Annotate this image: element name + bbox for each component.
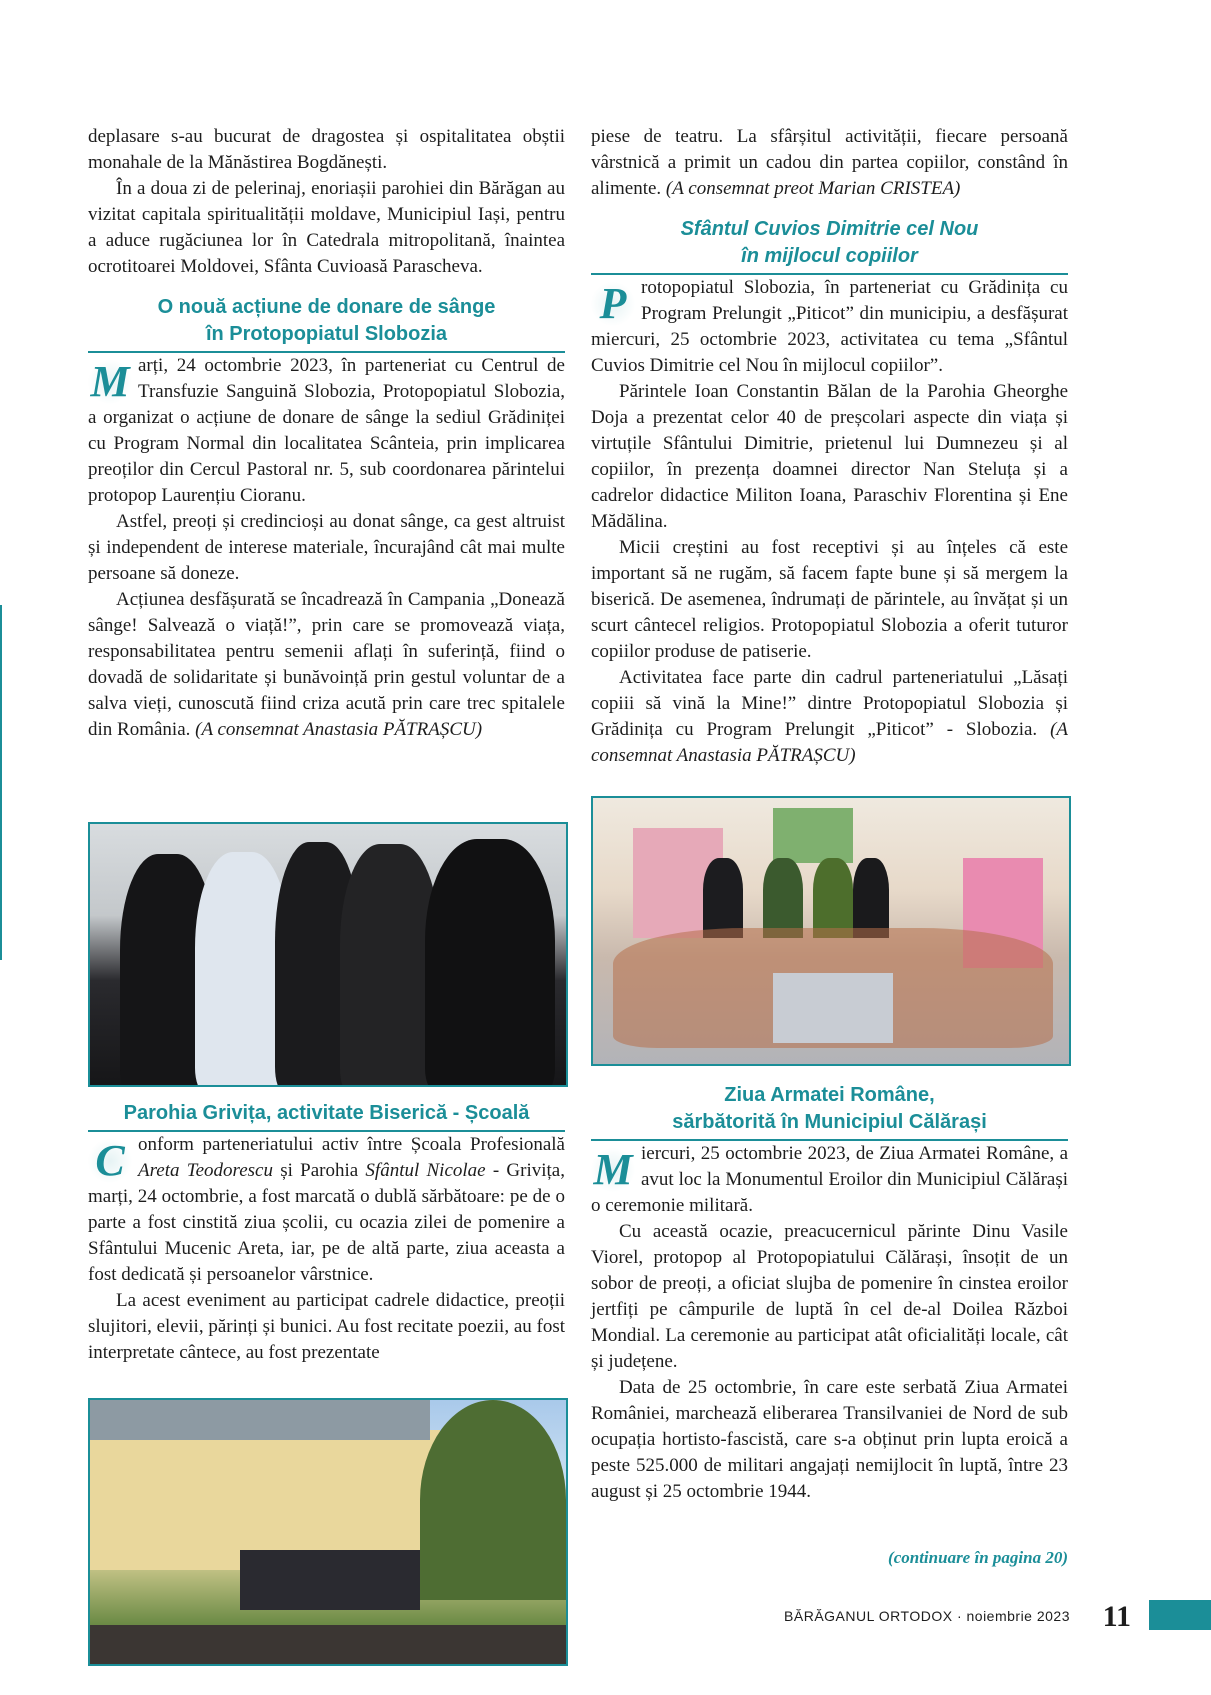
page-tab-accent (1149, 1600, 1211, 1630)
side-accent-bar (0, 605, 2, 960)
article-armata-first-paragraph (591, 1141, 1068, 1219)
right-column-lower (591, 1082, 1068, 1505)
dropcap-letter: M (88, 359, 132, 405)
page-number: 11 (1102, 1600, 1131, 1633)
article-dimitrie-heading-line2: în mijlocul copiilor (741, 245, 918, 267)
photo-figure (425, 839, 555, 1087)
intro-paragraph-2: În a doua zi de pelerinaj, enoriașii parohiei din Bărăgan au vizitat capitala spiritualității moldave, Municipiul Iași, pentru a aduce rugăciunea lor în Catedrala mitropolitană, înaintea ocrotitoarei Moldovei, Sfânta Cuvioasă Parascheva. (88, 178, 565, 277)
left-column-lower (88, 1100, 565, 1366)
dropcap-letter: M (591, 1147, 635, 1193)
photo-figure (703, 858, 743, 938)
photo-tree (420, 1400, 566, 1600)
photo-figure (853, 858, 889, 938)
photo-figure (763, 858, 803, 938)
publication-name: BĂRĂGANUL ORTODOX · noiembrie 2023 (784, 1608, 1070, 1624)
article-grivita-text-c: și Parohia (272, 1160, 366, 1181)
article-grivita-paragraph-2: La acest eveniment au participat cadrele didactice, preoții slujitori, elevii, părinți și bunici. Au fost recitate poezii, au fost interpretate cântece, au fost prezentate (88, 1290, 566, 1363)
article-grivita-text-e: - Grivița, marți, 24 octombrie, a fost marcată o dublă sărbătoare: pe de o parte a fost cinstită ziua școlii, cu ocazia zilei de pomenire a Sfântului Mucenic Areta, iar, pe de altă parte, ziua aceasta a fost dedicată și persoanelor vârstnice. (88, 1160, 565, 1285)
continuation-paragraph (591, 124, 1068, 202)
article-dimitrie-text-4: Activitatea face parte din cadrul parteneriatului „Lăsați copiii să vină la Mine!” dintre Protopopiatul Slobozia și Grădinița cu Program Prelungit „Piticot” - Slobozia. (591, 667, 1068, 740)
article-dimitrie-paragraph-3: Micii creștini au fost receptivi și au înțeles că este important să ne rugăm, să facem fapte bune și să mergem la biserică. De asemenea, îndrumați de părintele, au învățat și un scurt cântecel religios. Protopopiatul Slobozia a oferit tuturor copiilor produse de patiserie. (591, 537, 1068, 662)
article-armata-text-1: iercuri, 25 octombrie 2023, de Ziua Armatei Române, a avut loc la Monumentul Eroilor din Municipiul Călărași o ceremonie militară. (591, 1143, 1068, 1216)
article-armata-heading (591, 1082, 1068, 1141)
article-blood-first-paragraph (88, 353, 565, 509)
intro-paragraph-1: deplasare s-au bucurat de dragostea și ospitalitatea obștii monahale de la Mănăstirea Bogdănești. (88, 126, 565, 173)
continuation-text: piese de teatru. La sfârșitul activității, fiecare persoană vârstnică a primit un cadou din partea copiilor, constând în alimente. (591, 126, 1068, 199)
article-dimitrie-first-paragraph (591, 275, 1068, 379)
article-dimitrie-heading-line1: Sfântul Cuvios Dimitrie cel Nou (680, 218, 979, 240)
article-grivita-heading: Parohia Grivița, activitate Biserică - Școală (88, 1100, 565, 1132)
school-name: Areta Teodorescu (138, 1160, 273, 1181)
article-dimitrie-heading (591, 216, 1068, 275)
article-armata-heading-line2: sărbătorită în Municipiul Călărași (672, 1111, 987, 1133)
article-blood-text-3: Acțiunea desfășurată se încadrează în Campania „Donează sânge! Salvează o viață!”, prin care se promovează viața, responsabilitatea pentru semenii aflați în suferință, fiind o dovadă de solidaritate și bunăvoință prin gestul voluntar de a salva vieți, cunoscută fiind criza acută prin care trec spitalele din România. (88, 589, 565, 740)
article-armata-paragraph-3: Data de 25 octombrie, în care este serbată Ziua Armatei României, marchează eliberarea Transilvaniei de Nord de sub ocupația hortisto-fascistă, care s-a obținut prin lupta eroică a peste 525.000 de militari angajați nemijlocit în luptă, între 23 august și 25 octombrie 1944. (591, 1377, 1068, 1502)
continuation-credit: (A consemnat preot Marian CRISTEA) (665, 178, 961, 199)
continued-note: (continuare în pagina 20) (888, 1548, 1068, 1567)
article-grivita-first-paragraph (88, 1132, 565, 1288)
photo-rug (773, 973, 893, 1043)
parish-name: Sfântul Nicolae (365, 1160, 486, 1181)
page-footer (0, 1598, 1211, 1638)
article-armata-paragraph-2: Cu această ocazie, preacucernicul părinte Dinu Vasile Viorel, protopop al Protopopiatului Călărași, însoțit de un sobor de preoți, a oficiat slujba de pomenire în cinstea eroilor jertfiți pe câmpurile de luptă în cel de-al Doilea Război Mondial. La ceremonie au participat atât oficialități locale, cât și județene. (591, 1221, 1068, 1372)
right-column (591, 124, 1068, 769)
article-grivita-text-a: onform parteneriatului activ între Școala Profesională (138, 1134, 565, 1155)
photo-painting (773, 808, 853, 863)
dropcap-letter: C (88, 1138, 132, 1184)
article-blood-paragraph-3 (88, 587, 565, 743)
article-blood-heading-line1: O nouă acțiune de donare de sânge (157, 296, 496, 318)
article-armata-heading-line1: Ziua Armatei Române, (724, 1084, 935, 1106)
photo-building (90, 1430, 440, 1570)
article-dimitrie-credit: (A consemnat Anastasia PĂTRAȘCU) (591, 719, 1068, 766)
photo-figure (813, 858, 853, 938)
article-dimitrie-text-1: rotopopiatul Slobozia, în parteneriat cu Grădinița cu Program Prelungit „Piticot” din municipiu, a desfășurat miercuri, 25 octombrie 2023, activitatea cu tema „Sfântul Cuvios Dimitrie cel Nou în mijlocul copiilor”. (591, 277, 1068, 376)
photo-roof (90, 1400, 430, 1440)
article-dimitrie-paragraph-2: Părintele Ioan Constantin Bălan de la Parohia Gheorghe Doja a prezentat celor 40 de preșcolari aspecte din viața și virtuțile Sfântului Dimitrie, prietenul lui Dumnezeu și al copiilor, în prezența doamnei director Nan Steluța și a cadrelor didactice Militon Ioana, Paraschiv Florentina și Ene Mădălina. (591, 381, 1068, 532)
article-blood-credit: (A consemnat Anastasia PĂTRAȘCU) (195, 719, 483, 740)
photo-kindergarten (591, 796, 1071, 1066)
article-dimitrie-paragraph-4 (591, 665, 1068, 769)
dropcap-letter: P (591, 281, 635, 327)
photo-blood-donation (88, 822, 568, 1087)
left-column (88, 124, 565, 743)
article-blood-heading-line2: în Protopopiatul Slobozia (205, 323, 448, 345)
article-blood-heading (88, 294, 565, 353)
article-blood-text-1: arți, 24 octombrie 2023, în parteneriat cu Centrul de Transfuzie Sanguină Slobozia, Protopopiatul Slobozia, a organizat o acțiune de donare de sânge la sediul Grădiniței cu Program Normal din localitatea Scânteia, prin implicarea preoților din Cercul Pastoral nr. 5, sub coordonarea părintelui protopop Laurențiu Cioranu. (88, 355, 565, 506)
article-blood-paragraph-2: Astfel, preoți și credincioși au donat sânge, ca gest altruist și independent de interese materiale, încurajând cât mai multe persoane să doneze. (88, 511, 565, 584)
